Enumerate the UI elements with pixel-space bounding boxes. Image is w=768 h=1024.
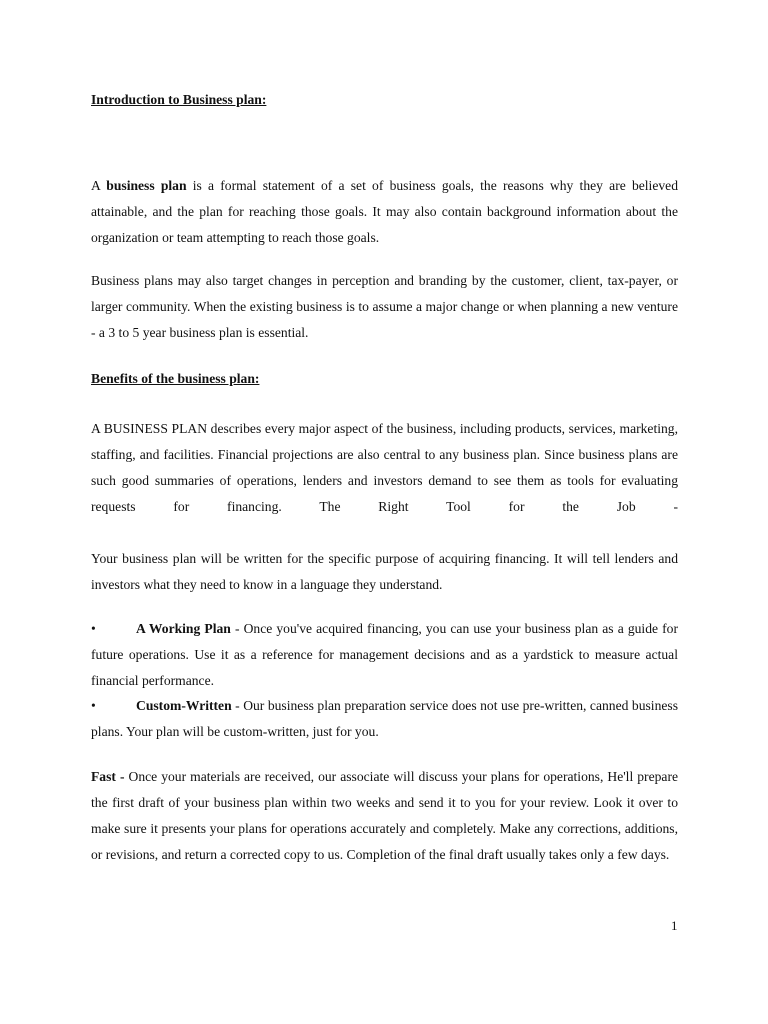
business-plan-term: business plan	[106, 178, 187, 193]
benefits-heading: Benefits of the business plan:	[91, 371, 260, 386]
fast-paragraph	[91, 764, 678, 868]
bullet-item-custom-written	[91, 693, 678, 745]
intro-lead: A	[91, 178, 107, 193]
benefits-paragraph-2: Your business plan will be written for the specific purpose of acquiring financing. It will tell lenders and investors what they need to know in a language they understand.	[91, 551, 678, 592]
fast-text: Once your materials are received, our associate will discuss your plans for operations, He'll prepare the first draft of your business plan within two weeks and send it to you for your review. Look it over to make sure it presents your plans for operations accurately and completely. Make any corrections, additions, or revisions, and return a corrected copy to us. Completion of the final draft usually takes only a few days.	[91, 769, 679, 862]
bullet-title-working-plan: A Working Plan	[136, 621, 231, 636]
bullet-symbol: •	[91, 698, 96, 713]
intro-paragraph-1	[91, 173, 678, 251]
document-page	[91, 0, 678, 1024]
bullet-item-working-plan	[91, 616, 678, 694]
bullet-text-custom-written: - Our business plan preparation service does not use pre-written, canned business plans. Your plan will be custom-written, just for you.	[91, 698, 678, 739]
intro-paragraph-2: Business plans may also target changes in perception and branding by the customer, client, tax-payer, or larger community. When the existing business is to assume a major change or when planning a new venture - a 3 to 5 year business plan is essential.	[91, 273, 678, 340]
benefits-paragraph-1: A BUSINESS PLAN describes every major aspect of the business, including products, services, marketing, staffing, and facilities. Financial projections are also central to any business plan. Since business plans are such good summaries of operations, lenders and investors demand to see them as tools for evaluating requests for financing. The Right Tool for the Job -	[91, 421, 678, 514]
intro-rest: is a formal statement of a set of business goals, the reasons why they are believed attainable, and the plan for reaching those goals. It may also contain background information about the organization or team attempting to reach those goals.	[91, 178, 678, 245]
bullet-symbol: •	[91, 621, 96, 636]
page-number: 1	[671, 918, 678, 933]
bullet-text-working-plan: - Once you've acquired financing, you can use your business plan as a guide for future operations. Use it as a reference for management decisions and as a yardstick to measure actual financial performance.	[91, 621, 678, 688]
fast-label: Fast -	[91, 769, 125, 784]
intro-heading: Introduction to Business plan:	[91, 92, 267, 107]
bullet-title-custom-written: Custom-Written	[136, 698, 232, 713]
